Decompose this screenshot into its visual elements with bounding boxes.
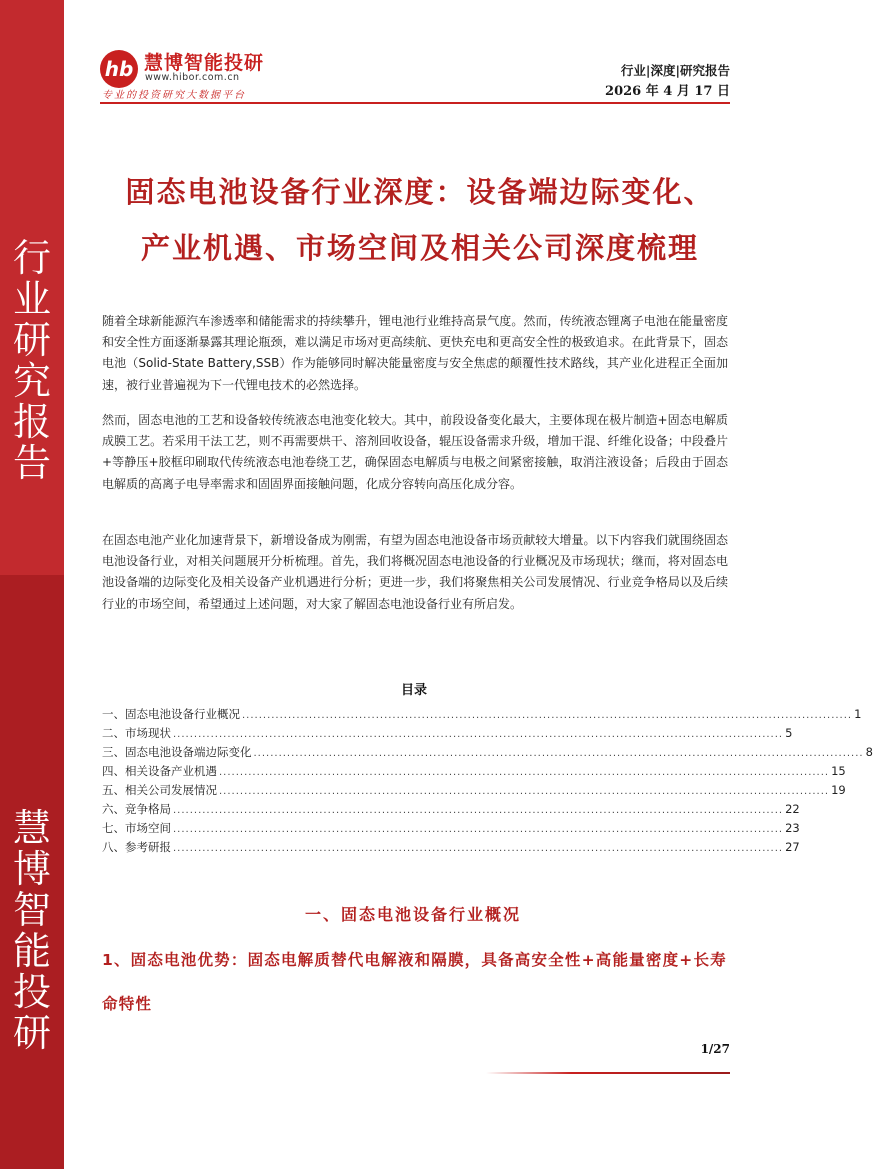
toc-item[interactable] [102, 706, 862, 725]
toc-item-page: 5 [785, 726, 793, 740]
toc-item[interactable] [102, 763, 846, 782]
toc-title-text: 目录 [400, 683, 427, 698]
toc-item-page: 23 [785, 821, 800, 835]
report-title-line-1: 固态电池设备行业深度：设备端边际变化、 [125, 175, 715, 209]
toc-item-page: 8 [865, 745, 873, 759]
report-type: 行业|深度|研究报告 [620, 63, 730, 78]
toc-item[interactable] [102, 744, 873, 763]
toc-item-label: 五、相关公司发展情况 [102, 783, 217, 797]
toc-item[interactable] [102, 725, 793, 744]
toc-item[interactable] [102, 839, 800, 858]
intro-paragraph-2: 然而，固态电池的工艺和设备较传统液态电池变化较大。其中，前段设备变化最大，主要体现在极片制造+固态电解质成膜工艺。若采用干法工艺，则不再需要烘干、溶剂回收设备，辊压设备需求升级，增加干混、纤维化设备；中段叠片+等静压+胶框印刷取代传统液态电池卷绕工艺，确保固态电解质与电极之间紧密接触，取消注液设备；后段由于固态电解质的高离子电导率需求和固固界面接触问题，化成分容转向高压化成分容。 [102, 413, 728, 491]
toc-item-page: 22 [785, 802, 800, 816]
toc-item[interactable] [102, 782, 846, 801]
toc-item-label: 一、固态电池设备行业概况 [102, 707, 240, 721]
table-of-contents [102, 706, 873, 858]
toc-title [0, 679, 826, 698]
logo-slogan: 专业的投资研究大数据平台 [102, 90, 246, 101]
toc-leader-dots: .................................................................................................................................................. [219, 767, 830, 778]
logo-name: 慧博智能投研 [144, 52, 265, 74]
toc-leader-dots: .................................................................................................................................................. [173, 805, 784, 816]
toc-leader-dots: .................................................................................................................................................. [173, 843, 784, 854]
logo-mark-icon: hb [100, 50, 138, 88]
section-heading: 一、固态电池设备行业概况 [304, 905, 521, 924]
toc-item-label: 三、固态电池设备端边际变化 [102, 745, 252, 759]
toc-item-page: 15 [831, 764, 846, 778]
toc-leader-dots: .................................................................................................................................................. [242, 710, 853, 721]
toc-leader-dots: .................................................................................................................................................. [253, 748, 864, 759]
footer-divider [486, 1072, 730, 1074]
logo-url: www.hibor.com.cn [145, 72, 240, 83]
toc-item-label: 七、市场空间 [102, 821, 171, 835]
toc-item-label: 四、相关设备产业机遇 [102, 764, 217, 778]
subsection-heading: 1、固态电池优势：固态电解质替代电解液和隔膜，具备高安全性+高能量密度+长寿命特性 [102, 951, 727, 1013]
logo [100, 46, 400, 106]
toc-item-label: 六、竞争格局 [102, 802, 171, 816]
sidebar [0, 0, 64, 1169]
sidebar-bottom-label: 慧博智能投研 [12, 806, 51, 1055]
toc-item-label: 二、市场现状 [102, 726, 171, 740]
toc-leader-dots: .................................................................................................................................................. [173, 824, 784, 835]
sidebar-top-label: 行业研究报告 [12, 236, 51, 485]
toc-item-page: 27 [785, 840, 800, 854]
toc-item-page: 19 [831, 783, 846, 797]
toc-item-page: 1 [854, 707, 862, 721]
intro-paragraph-3: 在固态电池产业化加速背景下，新增设备成为刚需，有望为固态电池设备市场贡献较大增量。以下内容我们就围绕固态电池设备行业，对相关问题展开分析梳理。首先，我们将概况固态电池设备的行业概况及市场现状；继而，将对固态电池设备端的边际变化及相关设备产业机遇进行分析；更进一步，我们将聚焦相关公司发展情况、行业竞争格局以及后续行业的市场空间，希望通过上述问题，对大家了解固态电池设备行业有所启发。 [102, 533, 728, 611]
toc-item-label: 八、参考研报 [102, 840, 171, 854]
toc-item[interactable] [102, 801, 800, 820]
toc-leader-dots: .................................................................................................................................................. [173, 729, 784, 740]
toc-leader-dots: .................................................................................................................................................. [219, 786, 830, 797]
intro-paragraph-1: 随着全球新能源汽车渗透率和储能需求的持续攀升，锂电池行业维持高景气度。然而，传统液态锂离子电池在能量密度和安全性方面逐渐暴露其理论瓶颈，难以满足市场对更高续航、更快充电和更高安全性的极致追求。在此背景下，固态电池（Solid-State Battery,SSB）作为能够同时解决能量密度与安全焦虑的颠覆性技术路线，其产业化进程正全面加速，被行业普遍视为下一代锂电技术的必然选择。 [102, 314, 728, 392]
report-date: 2026 年 4 月 17 日 [605, 84, 730, 99]
header-divider [100, 102, 730, 104]
page-number: 1/27 [700, 1042, 730, 1056]
report-title-line-2: 产业机遇、市场空间及相关公司深度梳理 [140, 231, 699, 265]
toc-item[interactable] [102, 820, 800, 839]
